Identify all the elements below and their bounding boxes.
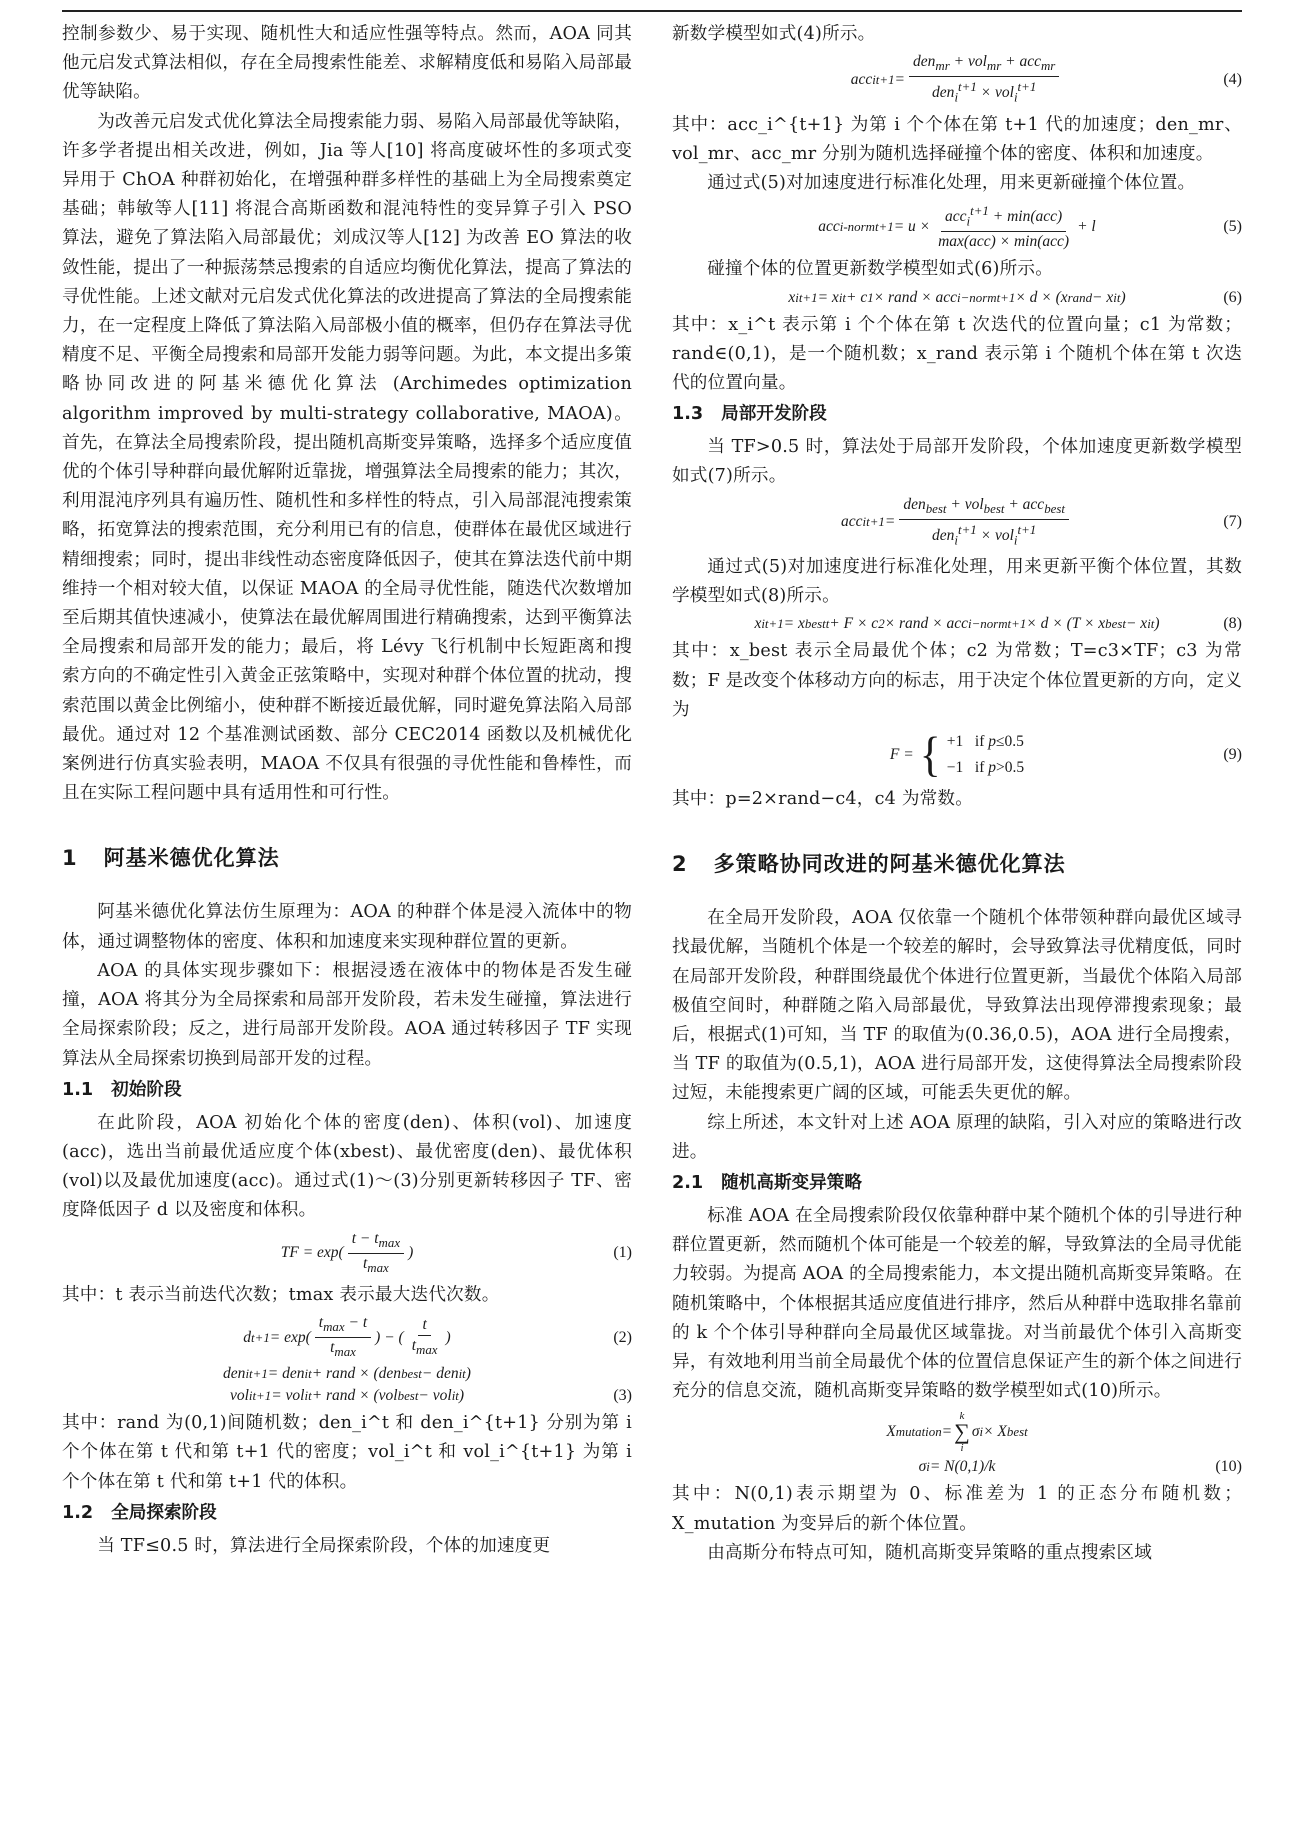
- equation-4: acc i t+1 = $\frac{den_{mr} + vol_{mr} + acc_{mr}}{den_i^{t+1} \times vol_i^{t+1}}$ (4): [850, 53, 1242, 105]
- equation-number: (6): [1223, 288, 1242, 306]
- subsection-heading: [672, 400, 1242, 429]
- paragraph: 标准 AOA 在全局搜索阶段仅依靠种群中某个随机个体的引导进行种群位置更新，然而随机个体可能是一个较差的解，导致算法的全局寻优能力较弱。为提高 AOA 的全局搜索能力，本文提出随机高斯变异策略。在随机策略中，个体根据其适应度值进行排序，然后从种群中选取排名靠前的 k 个个体引导种群向全局最优区域靠拢。对当前最优个体引入高斯变异，有效地利用当前全局最优个体的位置信息保证产生的新个体之间进行充分的信息交流，随机高斯变异策略的数学模型如式(10)所示。: [672, 1206, 1242, 1402]
- subsection-title: 随机高斯变异策略: [721, 1173, 862, 1194]
- paragraph: 其中：rand 为(0,1)间随机数；den_i^t 和 den_i^{t+1} 分别为第 i 个个体在第 t 代和第 t+1 代的密度；vol_i^t 和 vol_i^{t+1} 为第 i 个个体在第 t 代和第 t+1 代的体积。: [62, 1413, 632, 1492]
- equation-number: (1): [613, 1244, 632, 1262]
- paragraph: 其中：N(0,1)表示期望为 0、标准差为 1 的正态分布随机数；X_mutation 为变异后的新个体位置。: [672, 1484, 1242, 1534]
- section-heading: [62, 842, 632, 872]
- subsection-title: 全局探索阶段: [111, 1502, 217, 1523]
- header-rule: [62, 10, 1242, 12]
- paragraph: 阿基米德优化算法仿生原理为：AOA 的种群个体是浸入流体中的物体，通过调整物体的密度、体积和加速度来实现种群位置的更新。: [62, 902, 632, 952]
- subsection-number: 1.2: [62, 1502, 94, 1523]
- equation-8: x i t+1 = x best t + F × c 2 × rand × acc i−norm t+1 × d × (T × x best − x i t ) (8): [754, 615, 1242, 633]
- equation-number: (2): [613, 1328, 632, 1346]
- section-number: 1: [62, 846, 78, 871]
- paragraph: 在此阶段，AOA 初始化个体的密度(den)、体积(vol)、加速度(acc)，选出当前最优适应度个体(xbest)、最优密度(den)、最优体积(vol)以及最优加速度(acc)。通过式(1)～(3)分别更新转移因子 TF、密度降低因子 d 以及密度和体积。: [62, 1112, 632, 1221]
- subsection-title: 初始阶段: [111, 1079, 182, 1100]
- equation-number: (8): [1223, 615, 1242, 633]
- paragraph: 碰撞个体的位置更新数学模型如式(6)所示。: [707, 259, 1053, 280]
- paragraph: 由高斯分布特点可知，随机高斯变异策略的重点搜索区域: [707, 1542, 1153, 1563]
- equation-1: TF = exp( $\frac{t - t_{max}}{t_{max}}$ ) (1): [280, 1229, 632, 1275]
- paragraph: 综上所述，本文针对上述 AOA 原理的缺陷，引入对应的策略进行改进。: [672, 1112, 1242, 1162]
- paragraph: 通过式(5)对加速度进行标准化处理，用来更新碰撞个体位置。: [707, 172, 1196, 193]
- equation-5: acc i-norm t+1 = u × $\frac{acc_i^{t+1} + \min(acc)}{\text{max(acc) × min(acc)}}$ + l (5): [818, 203, 1242, 251]
- section-number: 2: [672, 852, 688, 877]
- paragraph: 当 TF>0.5 时，算法处于局部开发阶段，个体加速度更新数学模型如式(7)所示。: [672, 437, 1242, 487]
- paragraph: AOA 的具体实现步骤如下：根据浸透在液体中的物体是否发生碰撞，AOA 将其分为全局探索和局部开发阶段，若未发生碰撞，算法进行全局探索阶段；反之，进行局部开发阶段。AOA 通过转移因子 TF 实现算法从全局探索切换到局部开发的过程。: [62, 960, 632, 1069]
- paragraph: 通过式(5)对加速度进行标准化处理，用来更新平衡个体位置，其数学模型如式(8)所示。: [672, 556, 1242, 607]
- equation-3a: den i t+1 = den i t + rand × (den best − den i t ): [223, 1365, 471, 1383]
- equation-7: acc i t+1 = $\frac{den_{best} + vol_{best} + acc_{best}}{den_i^{t+1} \times vol_i^{t+1}}$ (7): [841, 495, 1242, 547]
- paragraph: 其中：x_i^t 表示第 i 个个体在第 t 次迭代的位置向量；c1 为常数；rand∈(0,1)，是一个随机数；x_rand 表示第 i 个随机个体在第 t 次迭代的位置向量。: [672, 314, 1242, 394]
- subsection-heading: [62, 1499, 632, 1528]
- equation-6: x i t+1 = x i t + c 1 × rand × acc i−norm t+1 × d × (x rand − x i t ) (6): [788, 288, 1242, 306]
- equation-10: σ i = N(0,1)/k (10): [918, 1458, 1242, 1476]
- subsection-number: 1.1: [62, 1079, 94, 1100]
- equation-number: (7): [1223, 513, 1242, 531]
- section-heading: [672, 848, 1242, 878]
- equation-number: (3): [613, 1387, 632, 1405]
- paragraph: 在全局开发阶段，AOA 仅依靠一个随机个体带领种群向最优区域寻找最优解，当随机个体是一个较差的解时，会导致算法寻优精度低，同时在局部开发阶段，种群围绕最优个体进行位置更新，当最优个体陷入局部极值空间时，种群随之陷入局部最优，导致算法出现停滞搜索现象；最后，根据式(1)可知，当 TF 的取值为(0.36,0.5)，AOA 进行全局搜索，当 TF 的取值为(0.5,1)，AOA 进行局部开发，这使得算法全局搜索阶段过短，未能搜索更广阔的区域，可能丢失更优的解。: [672, 908, 1242, 1104]
- paragraph: 当 TF≤0.5 时，算法进行全局探索阶段，个体的加速度更: [97, 1535, 551, 1556]
- equation-number: (9): [1223, 745, 1242, 763]
- paragraph: 其中：x_best 表示全局最优个体；c2 为常数；T=c3×TF；c3 为常数；F 是改变个体移动方向的标志，用于决定个体位置更新的方向，定义为: [672, 641, 1242, 720]
- paragraph: 其中：acc_i^{t+1} 为第 i 个个体在第 t+1 代的加速度；den_mr、vol_mr、acc_mr 分别为随机选择碰撞个体的密度、体积和加速度。: [672, 114, 1242, 164]
- equation-10a: X mutation = k ∑ i σ i × X best: [886, 1410, 1028, 1455]
- equation-2: d t+1 = exp( $\frac{t_{max} - t}{t_{max}}$ ) − ( $\frac{t}{t_{max}}$ ) (2): [243, 1313, 632, 1360]
- equation-number: (5): [1223, 217, 1242, 235]
- equation-3: vol i t+1 = vol i t + rand × (vol best − vol i t ) (3): [229, 1387, 632, 1405]
- section-title: 阿基米德优化算法: [103, 846, 280, 871]
- subsection-heading: [672, 1169, 1242, 1198]
- paragraph: 为改善元启发式优化算法全局搜索能力弱、易陷入局部最优等缺陷，许多学者提出相关改进，例如，Jia 等人[10] 将高度破坏性的多项式变异用于 ChOA 种群初始化，在增强种群多样性的基础上为全局搜索奠定基础；韩敏等人[11] 将混合高斯函数和混沌特性的变异算子引入 PSO 算法，避免了算法陷入局部最优；刘成汉等人[12] 为改善 EO 算法的收敛性能，提出了一种振荡禁忌搜索的自适应均衡优化算法，提高了算法的寻优性能。上述文献对元启发式优化算法的改进提高了算法的全局搜索能力，在一定程度上降低了算法陷入局部极小值的概率，但仍存在算法寻优精度不足、平衡全局搜索和局部开发能力弱等问题。为此，本文提出多策略协同改进的阿基米德优化算法 (Archimedes optimization algorithm improved by multi-strategy collaborative, MAOA)。首先，在算法全局搜索阶段，提出随机高斯变异策略，选择多个适应度值优的个体引导种群向最优解附近靠拢，增强算法全局搜索的能力；其次，利用混沌序列具有遍历性、随机性和多样性的特点，引入局部混沌搜索策略，拓宽算法的搜索范围，充分利用已有的信息，使群体在最优区域进行精细搜索；同时，提出非线性动态密度降低因子，使其在算法迭代前中期维持一个相对较大值，以保证 MAOA 的全局寻优性能，随迭代次数增加至后期其值快速减小，使算法在最优解周围进行精确搜索，达到平衡算法全局搜索和局部开发的能力；最后，将 Lévy 飞行机制中长短距离和搜索方向的不确定性引入黄金正弦策略中，实现对种群个体位置的扰动，搜索范围以黄金比例缩小，使种群不断接近最优解，同时避免算法陷入局部最优。通过对 12 个基准测试函数、部分 CEC2014 函数以及机械优化案例进行仿真实验表明，MAOA 不仅具有很强的寻优性能和鲁棒性，而且在实际工程问题中具有适用性和可行性。: [62, 111, 632, 804]
- paragraph: 其中：t 表示当前迭代次数；tmax 表示最大迭代次数。: [62, 1284, 500, 1305]
- paragraph: 新数学模型如式(4)所示。: [672, 24, 876, 44]
- equation-9: F = { +1 if p≤0.5 −1 if p>0.5 (9): [889, 727, 1242, 782]
- subsection-title: 局部开发阶段: [721, 404, 827, 425]
- subsection-heading: [62, 1076, 632, 1105]
- equation-number: (4): [1223, 70, 1242, 88]
- subsection-number: 2.1: [672, 1173, 704, 1194]
- subsection-number: 1.3: [672, 404, 704, 425]
- section-title: 多策略协同改进的阿基米德优化算法: [713, 852, 1066, 877]
- left-column: [62, 20, 632, 1561]
- equation-number: (10): [1215, 1458, 1242, 1476]
- paragraph: 其中：p=2×rand−c4，c4 为常数。: [672, 788, 974, 809]
- paragraph: 控制参数少、易于实现、随机性大和适应性强等特点。然而，AOA 同其他元启发式算法相似，存在全局搜索性能差、求解精度低和易陷入局部最优等缺陷。: [62, 24, 632, 103]
- right-column: [672, 20, 1242, 1568]
